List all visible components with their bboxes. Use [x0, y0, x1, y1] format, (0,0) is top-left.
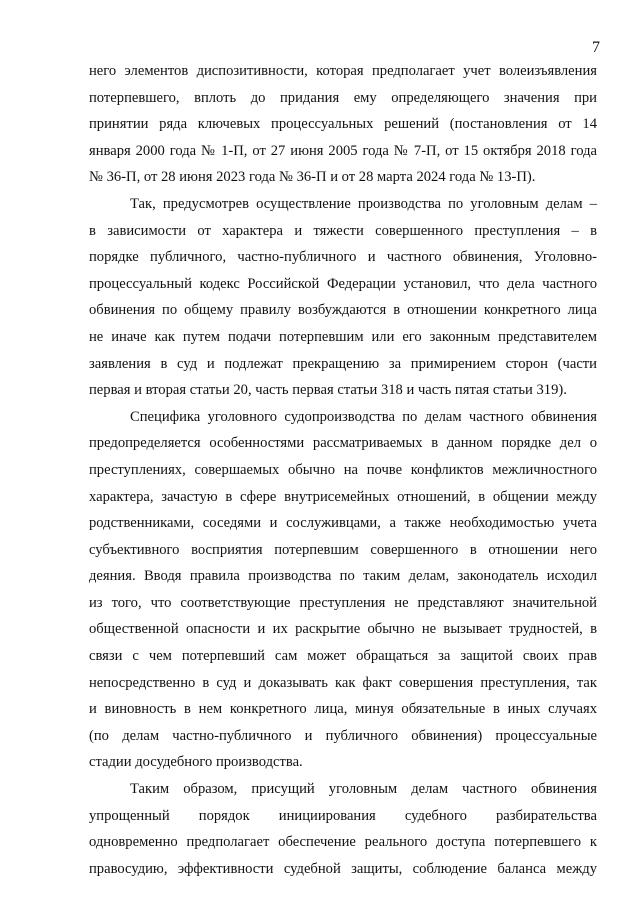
text-line: Таким образом, присущий уголовным делам частного обвинения [130, 781, 597, 798]
text-line: и виновность в нем конкретного лица, минуя обязательные в иных случаях [89, 701, 597, 718]
text-line: заявления в суд и подлежат прекращению за примирением сторон (части [89, 355, 597, 372]
text-line: характера, зачастую в сфере внутрисемейных отношений, в общении между [89, 488, 597, 505]
text-line: порядке публичного, частно-публичного и частного обвинения, Уголовно- [89, 249, 597, 266]
text-line: обвинения по общему правилу возбуждаются в отношении конкретного лица [89, 302, 597, 319]
text-line: родственниками, соседями и сослуживцами, а также необходимостью учета [89, 515, 597, 532]
text-line: преступлениях, совершаемых обычно на почве конфликтов межличностного [89, 461, 597, 478]
text-line: из того, что соответствующие преступления не представляют значительной [89, 594, 597, 611]
text-line: общественной опасности и их раскрытие обычно не вызывает трудностей, в [89, 621, 597, 638]
text-line: потерпевшего, вплоть до придания ему определяющего значения при [89, 89, 597, 106]
text-line: упрощенный порядок инициирования судебного разбирательства [89, 807, 597, 824]
text-line: первая и вторая статьи 20, часть первая статьи 318 и часть пятая статьи 319). [89, 382, 567, 399]
text-line: стадии досудебного производства. [89, 754, 303, 771]
text-line: предопределяется особенностями рассматриваемых в данном порядке дел о [89, 435, 597, 452]
paragraph [89, 191, 597, 404]
text-line: в зависимости от характера и тяжести совершенного преступления – в [89, 222, 597, 239]
document-body [89, 58, 597, 882]
page-number: 7 [592, 39, 600, 56]
text-line: января 2000 года № 1-П, от 27 июня 2005 года № 7-П, от 15 октября 2018 года [89, 142, 597, 159]
text-line: деяния. Вводя правила производства по таким делам, законодатель исходил [89, 568, 597, 585]
text-line: (по делам частно-публичного и публичного обвинения) процессуальные [89, 727, 597, 744]
text-line: непосредственно в суд и доказывать как факт совершения преступления, так [89, 674, 597, 691]
text-line: связи с чем потерпевший сам может обращаться за защитой своих прав [89, 648, 597, 665]
text-line: одновременно предполагает обеспечение реального доступа потерпевшего к [89, 834, 597, 851]
text-line: субъективного восприятия потерпевшим совершенного в отношении него [89, 541, 597, 558]
paragraph [89, 404, 597, 776]
paragraph [89, 58, 597, 191]
text-line: принятии ряда ключевых процессуальных решений (постановления от 14 [89, 116, 597, 133]
paragraph [89, 776, 597, 882]
text-line: № 36-П, от 28 июня 2023 года № 36-П и от 28 марта 2024 года № 13-П). [89, 169, 536, 186]
text-line: Специфика уголовного судопроизводства по делам частного обвинения [130, 408, 597, 425]
text-line: него элементов диспозитивности, которая предполагает учет волеизъявления [89, 63, 597, 79]
text-line: не иначе как путем подачи потерпевшим или его законным представителем [89, 328, 597, 345]
text-line: правосудию, эффективности судебной защиты, соблюдение баланса между [89, 860, 597, 877]
text-line: Так, предусмотрев осуществление производства по уголовным делам – [130, 195, 597, 212]
text-line: процессуальный кодекс Российской Федерации установил, что дела частного [89, 275, 597, 292]
